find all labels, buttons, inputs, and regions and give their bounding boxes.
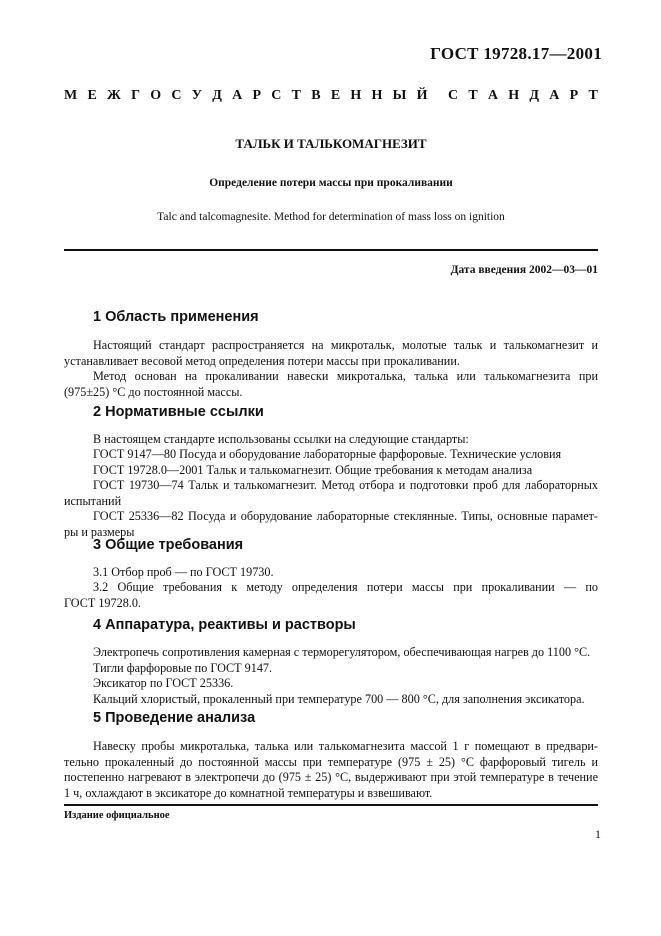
section-1-paragraph-2 [64,369,598,400]
banner-letter: У [191,88,203,103]
banner-letter: С [271,88,282,103]
page-number: 1 [595,827,601,841]
text-line: ГОСТ 19728.0. [64,595,141,610]
banner-letter: Е [330,88,341,103]
text-line: ГОСТ 19728.0—2001 Тальк и талькомагнезит. Общие требования к методам анализа [93,463,533,477]
text-line: испытаний [64,493,122,508]
banner-letter: Е [87,88,97,103]
section-3-item-2 [64,580,598,611]
banner-letter: С [171,88,182,103]
banner-letter: Й [416,88,428,103]
text-line: Электропечь сопротивления камерная с терморегулятором, обеспечивающая нагрев до 1100 °С. [93,645,591,659]
banner-letter: Г [131,88,141,103]
banner-letter: Т [588,88,598,103]
edition-label: Издание официальное [64,810,170,821]
banner-letter: Д [529,88,540,103]
text-line: В настоящем стандарте использованы ссылки на следующие стандарты: [93,432,469,446]
banner-letter: В [311,88,321,103]
english-title: Talc and talcomagnesite. Method for determination of mass loss on ignition [157,211,505,223]
effective-date: Дата введения 2002—03—01 [450,264,598,276]
section-5-heading: 5 Проведение анализа [93,710,256,726]
document-subtitle: Определение потери массы при прокаливании [209,177,453,189]
banner-letter: Н [508,88,520,103]
text-line: ры и размеры [64,524,135,539]
reference-item [64,509,598,540]
text-line: Метод основан на прокаливании навески микроталька, талька или талькомагнезита при [93,369,598,383]
text-line: 3.1 Отбор проб — по ГОСТ 19730. [93,565,274,579]
text-line: ГОСТ 19730—74 Тальк и талькомагнезит. Метод отбора и подготовки проб для лабораторных [93,478,598,492]
section-4-heading: 4 Аппаратура, реактивы и растворы [93,617,356,633]
text-line: Тигли фарфоровые по ГОСТ 9147. [93,660,273,675]
section-2-intro [93,432,598,448]
text-line: Навеску пробы микроталька, талька или талькомагнезита массой 1 г помещают в предвари- [93,739,598,753]
banner-letter: А [549,88,560,103]
section-5-paragraph [64,739,598,801]
text-line: Настоящий стандарт распространяется на микротальк, молотые тальк и талькомагнезит и [93,338,598,352]
section-2-heading: 2 Нормативные ссылки [93,404,264,420]
text-line: 1 ч, охлаждают в эксикаторе до комнатной температуры и взвешивают. [64,785,433,800]
header-divider [64,249,598,251]
banner-letter: О [150,88,162,103]
reference-item [64,478,598,509]
text-line: ГОСТ 9147—80 Посуда и оборудование лабораторные фарфоровые. Технические условия [93,447,562,461]
interstate-standard-banner [64,88,598,104]
banner-letter: Д [212,88,222,103]
banner-letter: Н [371,88,383,103]
banner-letter: Ы [392,88,407,103]
banner-letter: Р [569,88,579,103]
section-3-item-1 [93,565,598,581]
section-4-list [93,645,598,707]
text-line: устанавливает весовой метод определения потери массы при прокаливании. [64,353,460,368]
reference-item [93,463,598,479]
section-1-heading: 1 Область применения [93,309,259,325]
banner-letter: Т [291,88,301,103]
text-line: (975±25) °С до постоянной массы. [64,384,243,399]
reference-item [93,447,598,463]
banner-letter: А [232,88,243,103]
footer-divider [64,804,598,806]
banner-letter: Н [350,88,362,103]
banner-letter: М [64,88,78,103]
banner-letter: С [447,88,459,103]
text-line: Эксикатор по ГОСТ 25336. [93,676,234,691]
banner-letter: А [487,88,499,103]
document-title: ТАЛЬК И ТАЛЬКОМАГНЕЗИТ [235,136,427,151]
text-line: Кальций хлористый, прокаленный при температуре 700 — 800 °С, для заполнения эксикатора. [93,691,585,706]
section-1-paragraph-1 [64,338,598,369]
banner-letter: Т [468,88,478,103]
text-line: 3.2 Общие требования к методу определения потери массы при прокаливании — по [93,580,598,594]
banner-letter: Р [252,88,262,103]
text-line: тельно прокаленный до постоянной массы при температуре (975 ± 25) °С фарфоровый тигель и [64,754,598,769]
text-line: постепенно нагревают в электропечи до (975 ± 25) °С, выдерживают при этой температуре в течение [64,770,598,785]
standard-number: ГОСТ 19728.17—2001 [430,44,602,63]
banner-letter: Ж [107,88,121,103]
section-3-heading: 3 Общие требования [93,537,244,553]
text-line: ГОСТ 25336—82 Посуда и оборудование лабораторные стеклянные. Типы, основные парамет- [93,509,598,523]
